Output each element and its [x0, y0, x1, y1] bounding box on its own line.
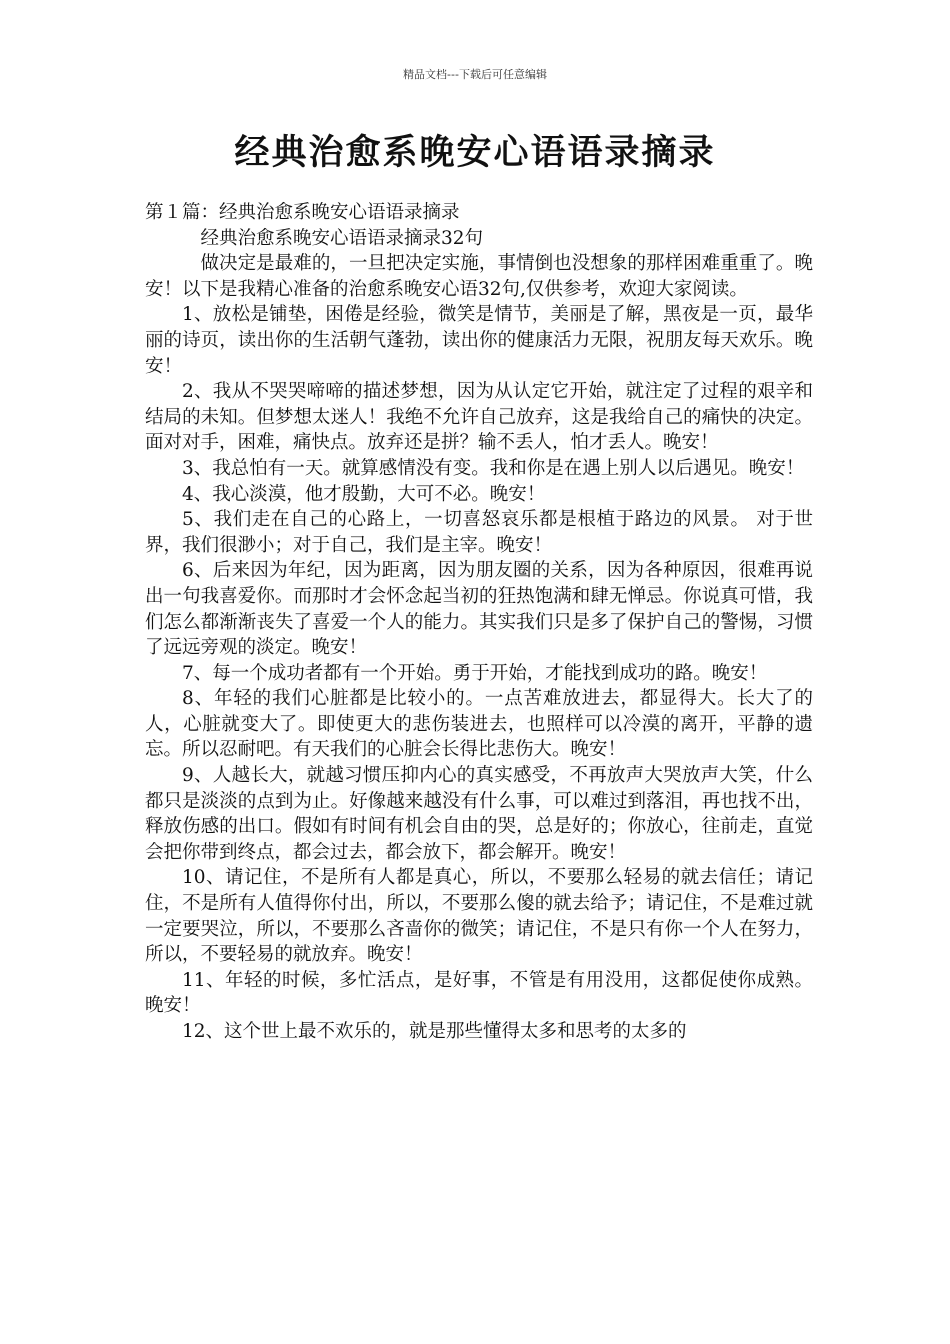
- quote-paragraph: 5、我们走在自己的心路上，一切喜怒哀乐都是根植于路边的风景。 对于世界，我们很渺小；对于自己，我们是主宰。晚安！: [145, 509, 813, 556]
- quote-paragraph: 3、我总怕有一天。就算感情没有变。我和你是在遇上别人以后遇见。晚安！: [182, 457, 805, 479]
- quote-paragraph: 4、我心淡漠，他才殷勤，大可不必。晚安！: [182, 483, 546, 505]
- quote-paragraph: 1、放松是铺垫，困倦是经验，微笑是情节，美丽是了解，黑夜是一页，最华丽的诗页，读出你的生活朝气蓬勃，读出你的健康活力无限，祝朋友每天欢乐。晚安！: [145, 304, 813, 377]
- quote-paragraph: 9、人越长大，就越习惯压抑内心的真实感受，不再放声大哭放声大笑，什么都只是淡淡的点到为止。好像越来越没有什么事，可以难过到落泪，再也找不出，释放伤感的出口。假如有时间有机会自由的哭，总是好的；你放心，往前走，直觉会把你带到终点，都会过去，都会放下，都会解开。晚安！: [145, 765, 813, 863]
- quote-paragraph: 6、后来因为年纪，因为距离，因为朋友圈的关系，因为各种原因，很难再说出一句我喜爱你。而那时才会怀念起当初的狂热饱满和肆无惮忌。你说真可惜，我们怎么都渐渐丧失了喜爱一个人的能力。其实我们只是多了保护自己的警惕，习惯了远远旁观的淡定。晚安！: [145, 560, 813, 659]
- quote-paragraph: 7、每一个成功者都有一个开始。勇于开始，才能找到成功的路。晚安！: [182, 662, 768, 684]
- quote-paragraph: 12、这个世上最不欢乐的，就是那些懂得太多和思考的太多的: [182, 1021, 687, 1042]
- section-heading: 第１篇：经典治愈系晚安心语语录摘录: [145, 202, 460, 223]
- page-header-note: 精品文档---下载后可任意编辑: [403, 68, 547, 81]
- document-body: [145, 200, 813, 1045]
- document-title: 经典治愈系晚安心语语录摘录: [234, 133, 716, 173]
- quote-paragraph: 10、请记住，不是所有人都是真心，所以，不要那么轻易的就去信任；请记住，不是所有人值得你付出，所以，不要那么傻的就去给予；请记住，不是难过就一定要哭泣，所以，不要那么吝啬你的微笑；请记住，不是只有你一个人在努力，所以，不要轻易的就放弃。晚安！: [145, 867, 813, 966]
- quote-paragraph: 11、年轻的时候，多忙活点，是好事，不管是有用没用，这都促使你成熟。晚安！: [145, 969, 813, 1017]
- intro-paragraph: 做决定是最难的，一旦把决定实施，事情倒也没想象的那样困难重重了。晚安！以下是我精心准备的治愈系晚安心语32句,仅供参考，欢迎大家阅读。: [145, 253, 813, 300]
- quote-paragraph: 2、我从不哭哭啼啼的描述梦想，因为从认定它开始，就注定了过程的艰辛和结局的未知。但梦想太迷人！我绝不允许自己放弃，这是我给自己的痛快的决定。面对对手，困难，痛快点。放弃还是拼？输不丢人，怕才丢人。晚安！: [145, 381, 813, 454]
- quote-paragraph: 8、年轻的我们心脏都是比较小的。一点苦难放进去，都显得大。长大了的人，心脏就变大了。即使更大的悲伤装进去，也照样可以冷漠的离开，平静的遗忘。所以忍耐吧。有天我们的心脏会长得比悲伤大。晚安！: [145, 688, 813, 761]
- subtitle: 经典治愈系晚安心语语录摘录32句: [200, 227, 484, 249]
